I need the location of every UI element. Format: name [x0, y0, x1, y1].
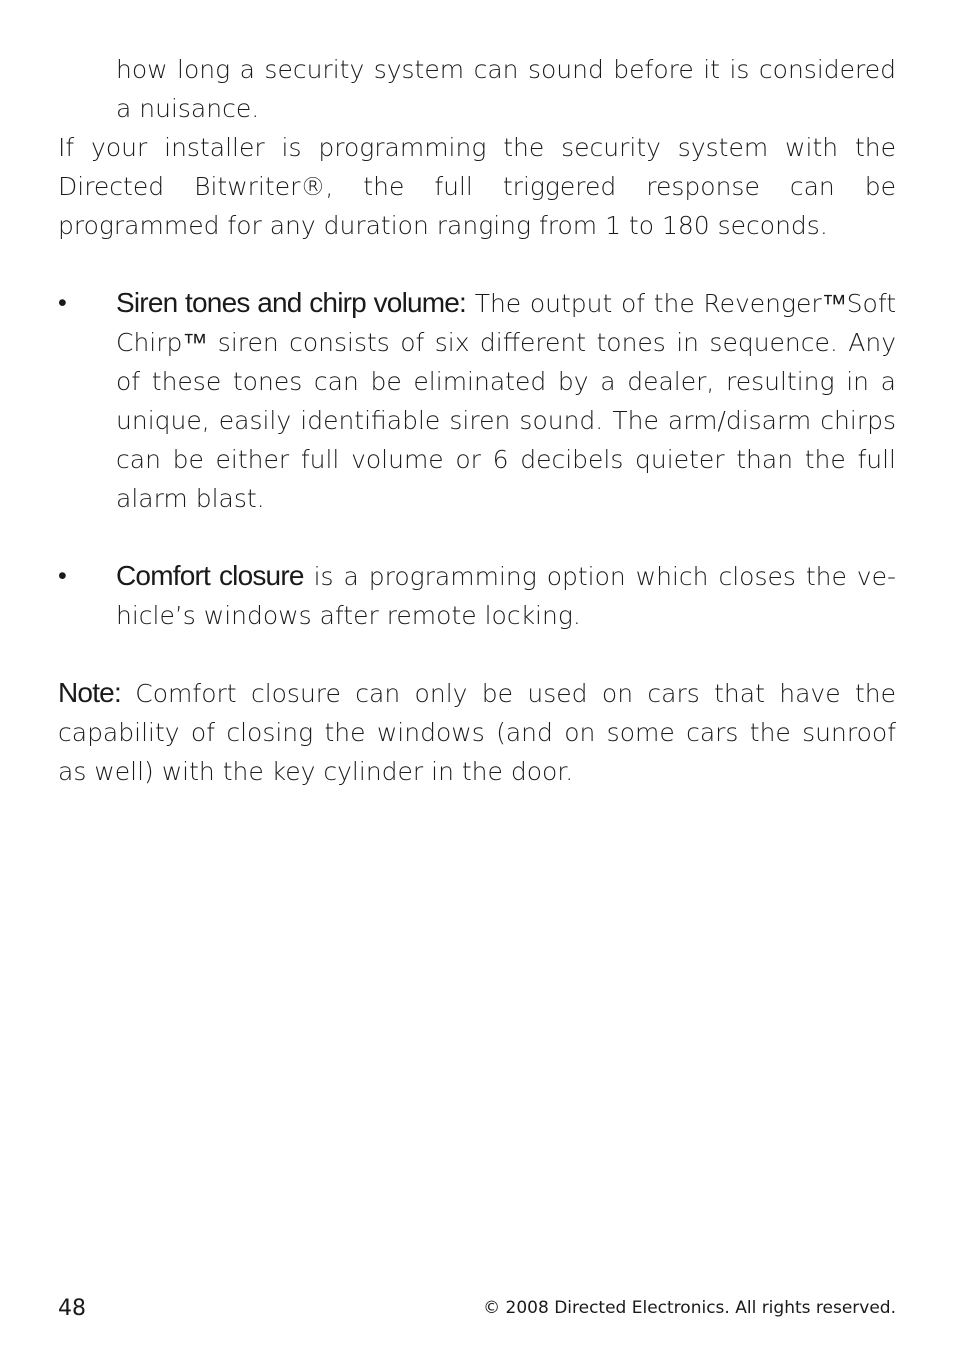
copyright-notice: © 2008 Directed Electronics. All rights reserved.: [483, 1298, 896, 1318]
bullet-text-comfort-closure: is a programming option which closes the vehicle’s windows after remote locking.: [116, 562, 897, 630]
note-paragraph: [58, 673, 896, 791]
bitwriter-paragraph: If your installer is programming the security system with the Directed Bitwriter®, the full triggered response can be programmed for any duration ranging from 1 to 180 seconds.: [58, 133, 896, 240]
page-number: 48: [58, 1296, 86, 1321]
bullet-text-siren-tones: The output of the Revenger™Soft Chirp™ siren consists of six different tones in sequence. Any of these tones can be eliminated by a dealer, resulting in a unique, easily identifiable siren sound. The arm/disarm chirps can be either full volume or 6 decibels quieter than the full alarm blast.: [116, 289, 897, 513]
note-label: Note:: [58, 677, 121, 708]
page-body: [58, 50, 896, 791]
bullet-heading-comfort-closure: Comfort closure: [116, 560, 304, 591]
note-text: Comfort closure can only be used on cars that have the capability of closing the windows (and on some cars the sunroof as well) with the key cylinder in the door.: [58, 679, 896, 786]
bullet-item-siren-tones: [58, 283, 896, 518]
spacer: [58, 245, 896, 283]
bullet-item-comfort-closure: [58, 556, 896, 635]
spacer: [58, 518, 896, 556]
continuation-paragraph: how long a security system can sound before it is considered a nuisance.: [116, 55, 896, 123]
bullet-icon: •: [58, 561, 67, 590]
bullet-icon: •: [58, 288, 67, 317]
bullet-heading-siren-tones: Siren tones and chirp volume:: [116, 287, 467, 318]
page-footer: [58, 1296, 896, 1326]
spacer: [58, 635, 896, 673]
